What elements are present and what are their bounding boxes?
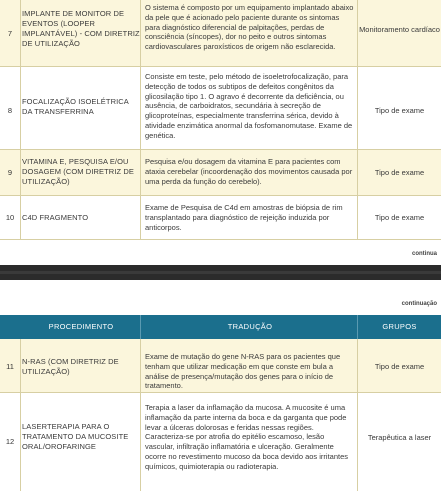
group-label: Tipo de exame [374, 168, 425, 177]
row-number: 10 [5, 213, 15, 222]
row-number: 12 [5, 437, 15, 446]
translation-text: Exame de mutação do gene N-RAS para os pacientes que tenham que utilizar medicação em que conste em bula a análise de presença/mutação dos genes para o início de tratamento. [145, 352, 341, 391]
row-number: 7 [7, 29, 13, 38]
procedure-name: C4D FRAGMENTO [22, 213, 89, 222]
column-divider [357, 0, 358, 240]
procedure-name: IMPLANTE DE MONITOR DE EVENTOS (LOOPER IMPLANTÁVEL) - COM DIRETRIZ DE UTILIZAÇÃO [22, 9, 140, 48]
group-label: Monitoramento cardíaco [359, 25, 440, 34]
row-number: 9 [7, 168, 13, 177]
column-divider [140, 0, 141, 240]
translation-text: Consiste em teste, pelo método de isoeletrofocalização, para detecção de todos os subtipos de defeitos congênitos da glicosilação tipo 1. O agravo é decorrente da deficiência, ou ausência, de carboidratos, secundária à secreção de glicoproteínas, especialmente transferrina sérica, devido à atividade enzimática anormal da fosfomanomutase. Exame de genética. [145, 72, 353, 140]
group-label: Tipo de exame [374, 106, 425, 115]
table-row [0, 0, 441, 67]
group-label: Tipo de exame [374, 213, 425, 222]
procedure-name: LASERTERAPIA PARA O TRATAMENTO DA MUCOSITE ORAL/OROFARINGE [22, 422, 129, 451]
procedure-name: FOCALIZAÇÃO ISOELÉTRICA DA TRANSFERRINA [22, 97, 129, 116]
column-divider [20, 0, 21, 240]
procedure-name: VITAMINA E, PESQUISA E/OU DOSAGEM (COM DIRETRIZ DE UTILIZAÇÃO) [22, 157, 134, 186]
column-divider [357, 339, 358, 491]
header-translation: TRADUÇÃO [227, 322, 273, 331]
continua-label: continua [412, 251, 437, 257]
table-row [0, 67, 441, 150]
table-row [0, 339, 441, 393]
table-header [0, 315, 441, 339]
continuacao-label: continuação [401, 301, 437, 307]
page-separator [0, 265, 441, 280]
translation-text: Terapia a laser da inflamação da mucosa. A mucosite é uma inflamação da parte interna da boca e da garganta que pode levar a úlceras dolorosas e feridas nessas regiões. Caracteriza-se por atrofia do epitélio escamoso, lesão vascular, infiltração inflamatória e ulceração. Geralmente ocorre no revestimento mucoso da boca devido aos irritantes químicos, quimioterapia ou radioterapia. [145, 403, 349, 471]
procedure-name: N-RAS (COM DIRETRIZ DE UTILIZAÇÃO) [22, 357, 119, 376]
header-groups: GRUPOS [382, 322, 417, 331]
table-row [0, 150, 441, 196]
translation-text: O sistema é composto por um equipamento implantado abaixo da pele que é acionado pelo paciente durante os sintomas para diagnóstico diferencial de palpitações, perdas de consciência (síncopes), dor no peito e outros sintomas cardiovasculares paroxísticos de origem não esclarecida. [145, 3, 354, 52]
table-row [0, 196, 441, 240]
table-row [0, 393, 441, 491]
row-number: 11 [6, 362, 14, 371]
group-label: Tipo de exame [374, 362, 425, 371]
header-procedure: PROCEDIMENTO [48, 322, 114, 331]
column-divider [20, 339, 21, 491]
row-number: 8 [7, 106, 13, 115]
group-label: Terapêutica a laser [367, 433, 432, 442]
translation-text: Pesquisa e/ou dosagem da vitamina E para pacientes com ataxia cerebelar (incoordenação dos movimentos causada por uma perda da função do cerebelo). [145, 157, 353, 186]
column-divider [140, 339, 141, 491]
translation-text: Exame de Pesquisa de C4d em amostras de biópsia de rim transplantado para diagnóstico de rejeição induzida por anticorpos. [145, 203, 343, 232]
